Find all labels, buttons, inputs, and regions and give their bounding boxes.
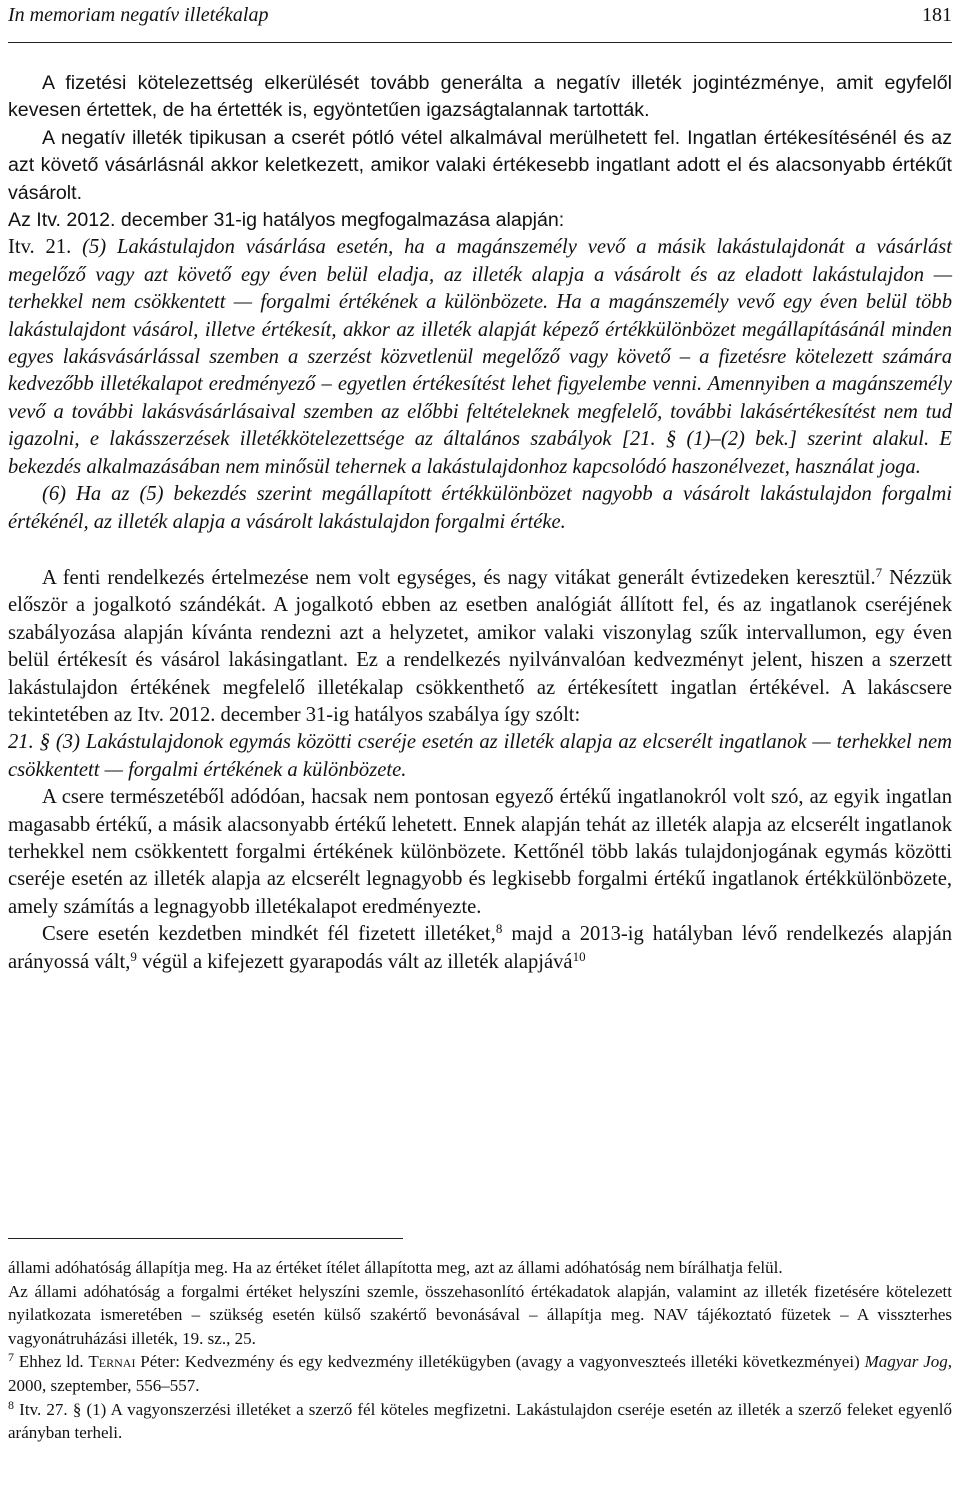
statute-ref: Itv. 21. [8, 236, 83, 259]
footnote-ref-8[interactable]: 8 [495, 921, 503, 937]
paragraph: Csere esetén kezdetben mindkét fél fizetett illetéket,$^8$ majd a 2013-ig hatályban lévő rendelkezés alapján arányossá vált,$^9$ végül a kifejezett gyarapodás vált az illeték alapjává$^{10}$ [8, 921, 953, 973]
body-text [8, 70, 952, 976]
footnote-7: $^7$ Ehhez ld. Ternai Péter: Kedvezmény és egy kedvezmény illetékügyben (avagy a vagyonveszteés illetéki következményei) Magyar Jog, 2000, szeptember, 556–557. [8, 1350, 953, 1395]
statute-quote-6: (6) Ha az (5) bekezdés szerint megállapított értékkülönbözet nagyobb a vásárolt lakástulajdon forgalmi értékénél, az illeték alapja a vásárolt lakástulajdon forgalmi értéke. [8, 483, 952, 533]
sans-block [8, 70, 952, 234]
running-header [8, 0, 952, 43]
footnote-number: 8 [8, 1397, 14, 1412]
statute-quote-5 [8, 234, 952, 481]
footnote-ref-9[interactable]: 9 [130, 948, 137, 964]
footnote-ref-7[interactable]: 7 [875, 564, 883, 580]
author-name: Ternai [88, 1352, 136, 1372]
footnote-continuation: állami adóhatóság állapítja meg. Ha az értéket ítélet állapította meg, azt az állami adóhatóság nem bírálhatja felül. [8, 1258, 783, 1277]
footnote-ref-10[interactable]: 10 [572, 948, 586, 964]
journal-title: Magyar Jog, [864, 1352, 953, 1372]
statute-quote-3: 21. § (3) Lakástulajdonok egymás közötti cseréje esetén az illeték alapja az elcserélt ingatlanok — terhekkel nem csökkentett — forgalmi értékének a különbözete. [8, 731, 952, 781]
paragraph: A fizetési kötelezettség elkerülését tovább generálta a negatív illeték jogintézménye, amit egyfelől kevesen értettek, de ha értették is, egyöntetűen igazságtalannak tartották. [8, 72, 952, 122]
running-title: In memoriam negatív illetékalap [8, 4, 269, 26]
statute-text: (5) Lakástulajdon vásárlása esetén, ha a magánszemély vevő a másik lakástulajdonát a vásárlást megelőző vagy azt követő egy éven belül eladja, az illeték alapja a vásárolt és az eladott lakástulajdon — terhekkel nem csökkentett — forgalmi értékének a különbözete. Ha a magánszemély vevő egy éven belül több lakástulajdont vásárol, illetve értékesít, akkor az illeték alapját képező értékkülönbözet megállapításánál minden egyes lakásvásárlással szemben a szerzést közvetlenül megelőző vagy követő – a fizetésre kötelezett számára kedvezőbb illetékalapot eredményező – egyetlen értékesítést lehet figyelembe venni. Amennyiben a magánszemély vevő a további lakásvásárlásaival szemben az előbbi feltételeknek megfelelő, további lakásértékesítést nem tud igazolni, e lakásszerzések illetékkötelezettsége az általános szabályok [21. § (1)–(2) bek.] szerint alakul. E bekezdés alkalmazásában nem minősül tehernek a lakástulajdonhoz kapcsolódó haszonélvezet, használat joga. [8, 236, 952, 478]
paragraph: A csere természetéből adódóan, hacsak nem pontosan egyező értékű ingatlanokról volt szó, az egyik ingatlan magasabb értékű, a másik alacsonyabb értékű lehetett. Ennek alapján tehát az illeték alapja az elcserélt ingatlanok terhekkel nem csökkentett forgalmi értékének különbözete. Kettőnél több lakás tulajdonjogának egymás közötti cseréje esetén az illeték alapja az elcserélt legnagyobb és legkisebb forgalmi értékű ingatlanok értékkülönbözete, amely számítás a legnagyobb illetékalapot eredményezte. [8, 786, 952, 918]
footnotes [8, 1256, 952, 1445]
page-number: 181 [922, 4, 952, 26]
footnote-continuation: Az állami adóhatóság a forgalmi értéket helyszíni szemle, összehasonlító értékadatok alapján, valamint az illeték fizetésére kötelezett nyilatkozata ismeretében – szükség esetén külső szakértő bevonásával – állapítja meg. NAV tájékoztató füzetek – A visszterhes vagyonátruházási illeték, 19. sz., 25. [8, 1281, 952, 1348]
footnote-divider [8, 1238, 403, 1239]
paragraph: A fenti rendelkezés értelmezése nem volt egységes, és nagy vitákat generált évtizedeken keresztül.$^7$ Nézzük először a jogalkotó szándékát. A jogalkotó ebben az esetben analógiát állított fel, és az ingatlanok cseréjének szabályozása alapján kívánta rendezni azt a helyzetet, amikor valaki viszonylag szűk intervallumon, egy éven belül értékesít és vásárol lakásingatlant. Ez a rendelkezés nyilvánvalóan kedvezményt jelent, hiszen a szerzett lakástulajdon értékének megfelelő illetékalap csökkenthető az értékesített ingatlan értékével. A lakáscsere tekintetében az Itv. 2012. december 31-ig hatályos szabálya így szólt: [8, 564, 952, 726]
footnote-number: 7 [8, 1350, 14, 1365]
footnote-8: $^8$ Itv. 27. § (1) A vagyonszerzési illetéket a szerző fél köteles megfizetni. Lakástulajdon cseréje esetén az illeték a szerző feleket egyenlő arányban terheli. [8, 1397, 952, 1443]
paragraph: A negatív illeték tipikusan a cserét pótló vétel alkalmával merülhetett fel. Ingatlan értékesítésénél és az azt követő vásárlásnál akkor keletkezett, amikor valaki értékesebb ingatlant adott el és alacsonyabb értékűt vásárolt. [8, 126, 952, 204]
paragraph: Az Itv. 2012. december 31-ig hatályos megfogalmazása alapján: [8, 209, 565, 232]
